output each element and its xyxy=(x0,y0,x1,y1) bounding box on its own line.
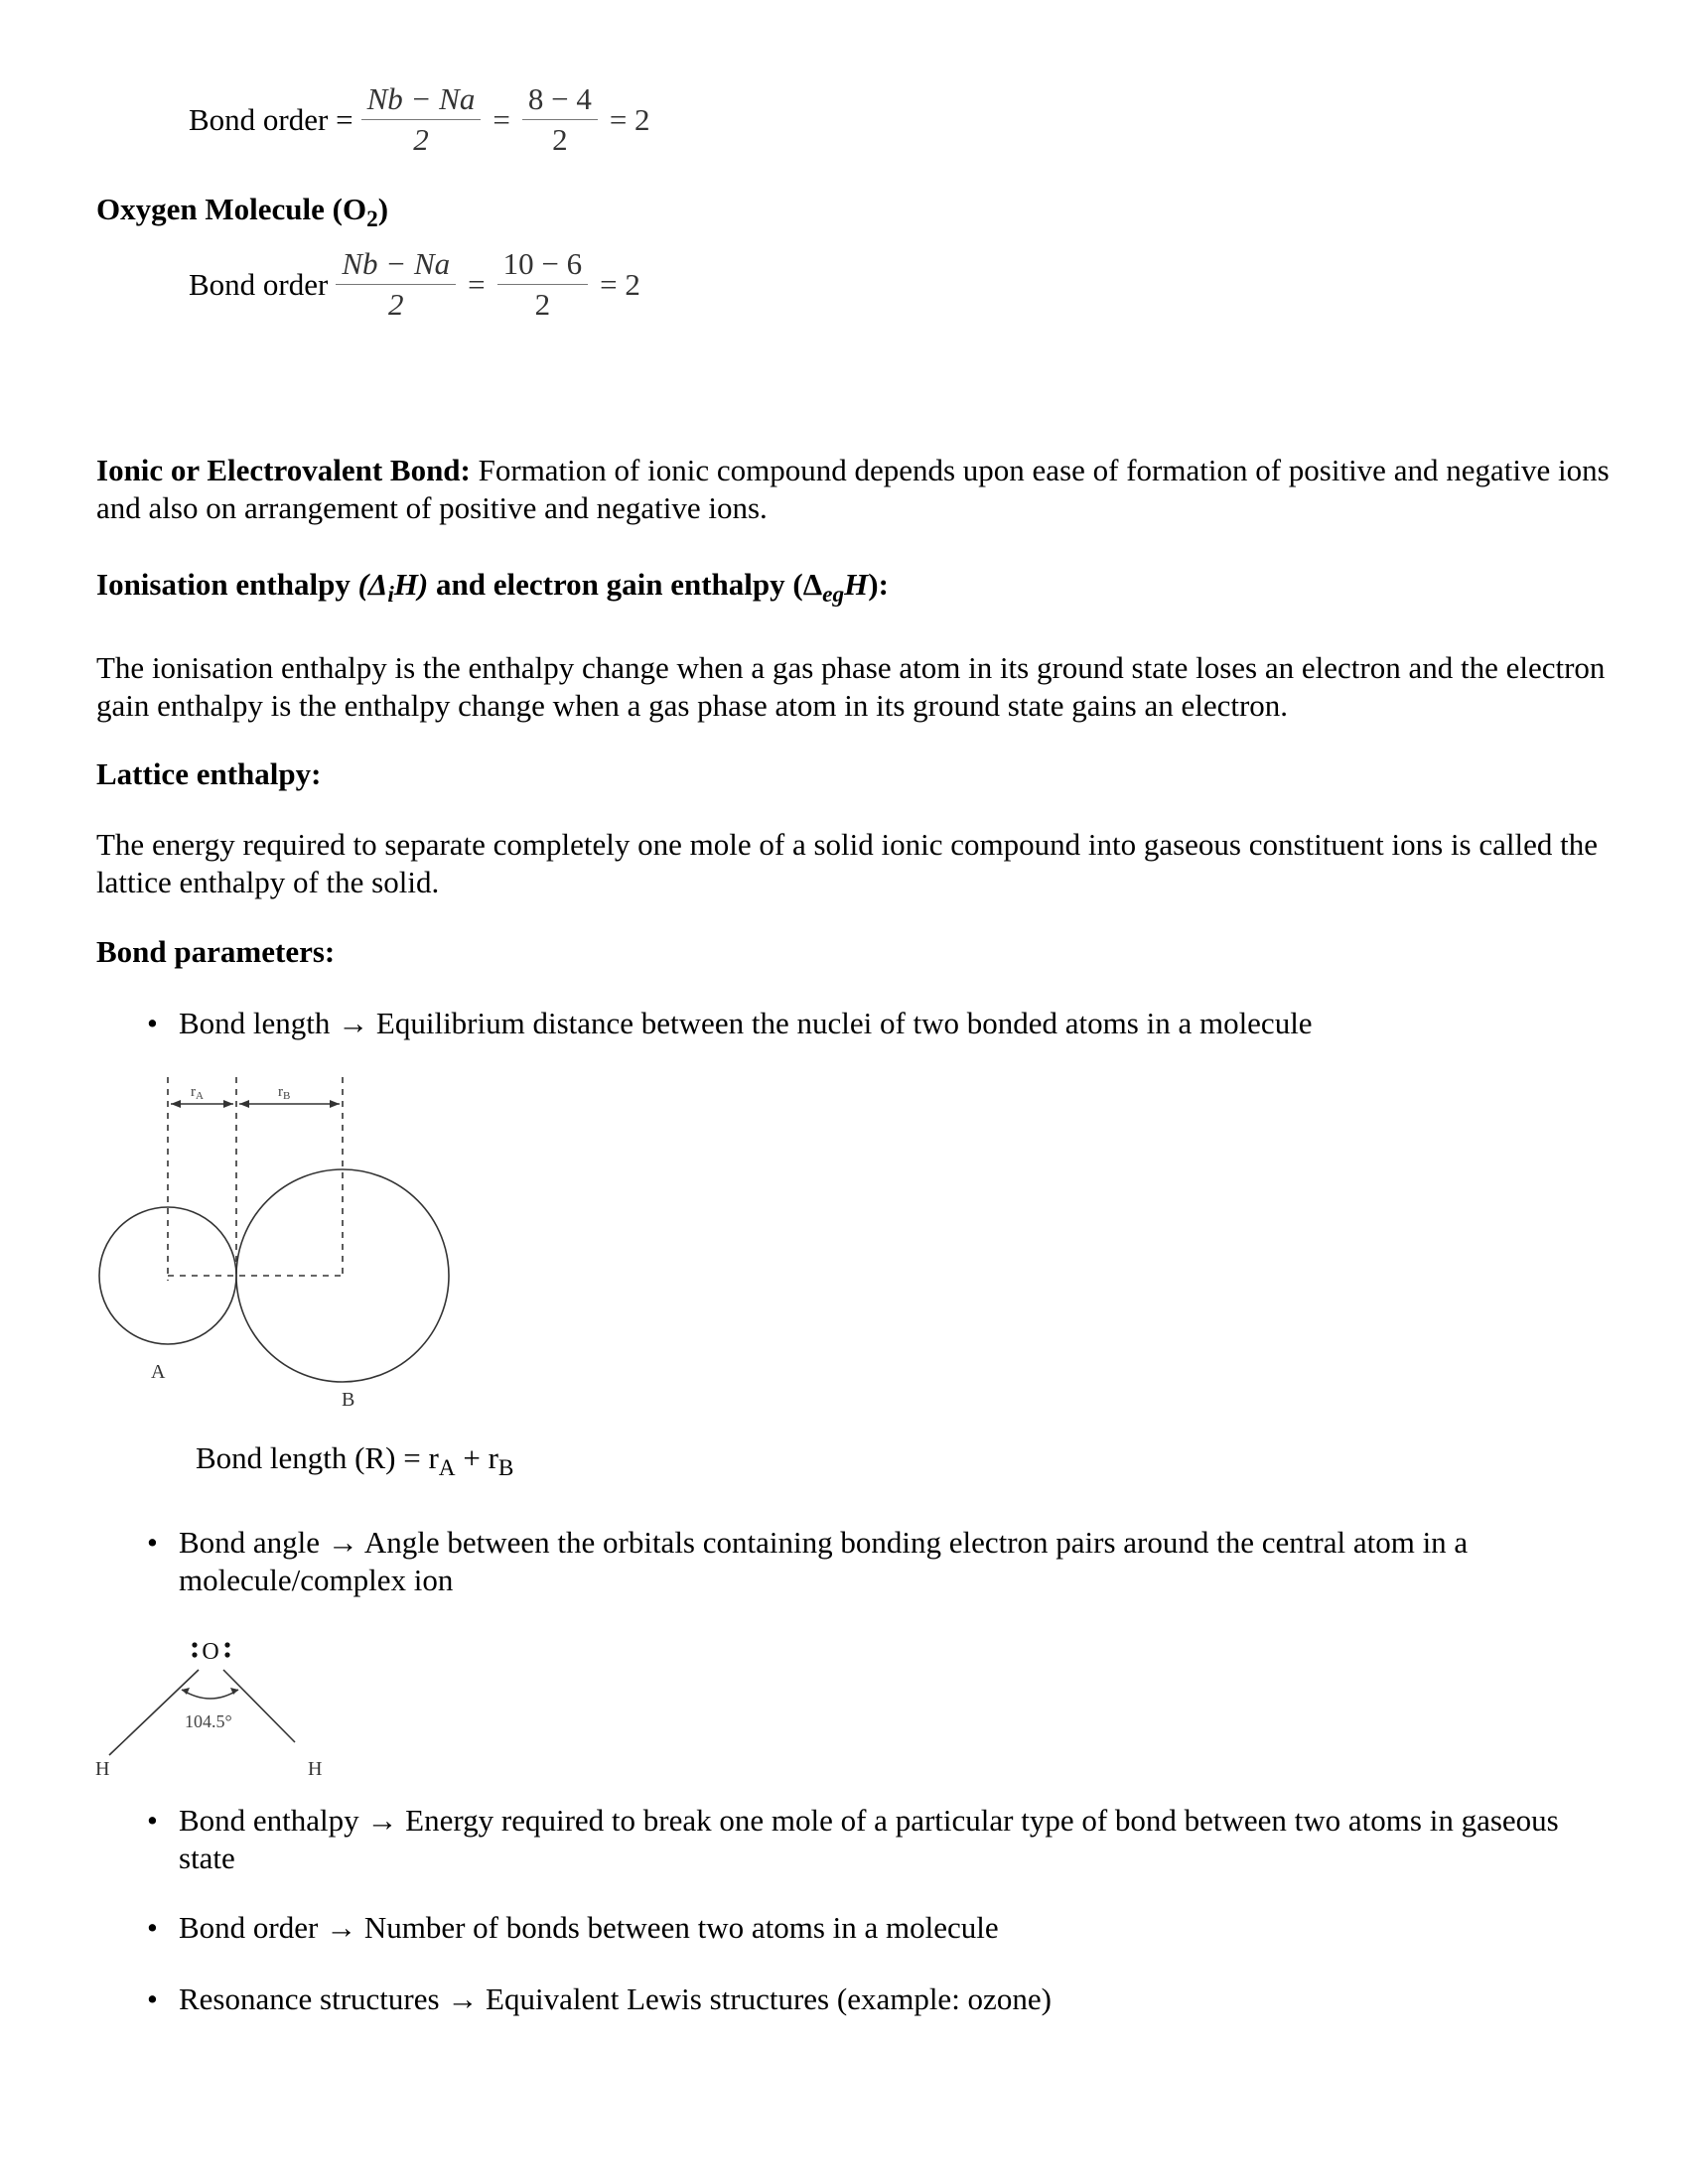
bullet-dot: • xyxy=(147,1910,158,1945)
bullet-bond-enthalpy: Bond enthalpy → Energy required to break one mole of a particular type of bond between two atoms in gaseous state xyxy=(179,1803,1559,1875)
fraction-numeric: $\frac{10 - 6}{2}$ xyxy=(497,244,588,325)
hydrogen-right-label: H xyxy=(308,1758,323,1780)
equation-label: Bond order xyxy=(189,266,329,302)
ionisation-heading: Ionisation enthalpy $(\Delta_iH)$ and electron gain enthalpy $(\Delta_{eg}H)$: xyxy=(96,567,889,609)
fraction-symbolic: $\frac{Nb - Na}{2}$ xyxy=(336,244,456,325)
svg-text:rA: $r_A$ xyxy=(191,1084,204,1102)
bond-length-diagram xyxy=(89,1062,467,1420)
hydrogen-left-label: H xyxy=(95,1758,110,1780)
lattice-enthalpy-heading: Lattice enthalpy: xyxy=(96,756,322,791)
bullet-bond-angle: Bond angle → Angle between the orbitals containing bonding electron pairs around the central atom in a molecule/complex ion xyxy=(179,1525,1469,1597)
ionisation-paragraph: The ionisation enthalpy is the enthalpy change when a gas phase atom in its ground state loses an electron and the electron gain enthalpy is the enthalpy change when a gas phase atom in its ground state gains an electron. xyxy=(96,650,1606,723)
oxygen-atom-label: O xyxy=(202,1639,219,1665)
label-ra: r xyxy=(191,1084,196,1100)
ionic-bond-paragraph: Ionic or Electrovalent Bond: Formation of ionic compound depends upon ease of formation of positive and negative ions and also on arrangement of positive and negative ions. xyxy=(96,453,1610,525)
bond-angle-label: 104.5° xyxy=(185,1711,232,1731)
atom-a-label: A xyxy=(151,1361,166,1383)
bond-order-equation-o2: Bond order $\frac{Nb - Na}{2}$ = $\frac{10 - 6}{2}$ = 2 xyxy=(189,244,644,325)
bullet-dot: • xyxy=(147,1981,158,2016)
fraction-numeric: $\frac{8 - 4}{2}$ xyxy=(522,79,598,160)
bullet-bond-length: Bond length → Equilibrium distance between the nuclei of two bonded atoms in a molecule xyxy=(179,1006,1313,1040)
lattice-enthalpy-paragraph: The energy required to separate completely one mole of a solid ionic compound into gaseous constituent ions is called the lattice enthalpy of the solid. xyxy=(96,827,1598,899)
bond-order-equation-n2: Bond order = $\frac{Nb - Na}{2}$ = $\frac{8 - 4}{2}$ = 2 xyxy=(189,79,654,160)
bullet-bond-order: Bond order → Number of bonds between two atoms in a molecule xyxy=(179,1910,999,1945)
fraction-symbolic: $\frac{Nb - Na}{2}$ xyxy=(361,79,482,160)
atom-b-label: B xyxy=(342,1389,355,1411)
water-bond-angle-diagram xyxy=(89,1628,348,1787)
bullet-dot: • xyxy=(147,1803,158,1838)
oxygen-molecule-heading: Oxygen Molecule $(O_2)$ xyxy=(96,192,389,233)
equation-label: Bond order = xyxy=(189,101,353,137)
ionic-bond-heading: Ionic or Electrovalent Bond: xyxy=(96,453,471,487)
label-rb: r xyxy=(278,1084,283,1100)
bond-parameters-heading: Bond parameters: xyxy=(96,934,336,969)
bullet-resonance: Resonance structures → Equivalent Lewis structures (example: ozone) xyxy=(179,1981,1052,2016)
bullet-dot: • xyxy=(147,1525,158,1560)
bullet-dot: • xyxy=(147,1006,158,1040)
bond-length-formula: Bond length $(R) = r_A + r_B$ xyxy=(196,1440,514,1482)
svg-text:rB: $r_B$ xyxy=(278,1084,291,1102)
